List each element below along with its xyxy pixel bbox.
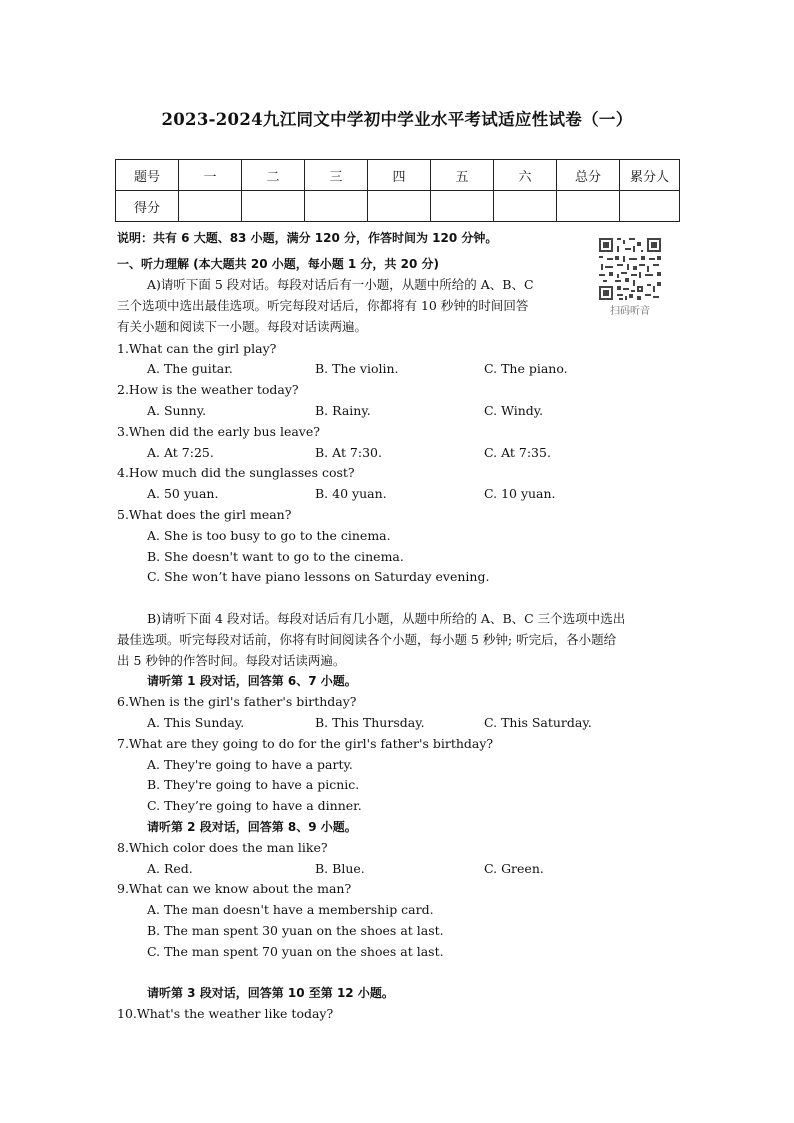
score-input-cell[interactable]	[242, 191, 305, 222]
partA-intro-line: 有关小题和阅读下一小题。每段对话读两遍。	[117, 319, 368, 334]
q7-option-c[interactable]: C. They’re going to have a dinner.	[147, 798, 362, 813]
score-cell: 三	[305, 160, 368, 191]
q8-option-c[interactable]: C. Green.	[484, 861, 544, 876]
q2-option-b[interactable]: B. Rainy.	[315, 403, 371, 418]
q4-option-c[interactable]: C. 10 yuan.	[484, 486, 556, 501]
q2-option-a[interactable]: A. Sunny.	[147, 403, 207, 418]
partA-intro-line: 三个选项中选出最佳选项。听完每段对话后，你都将有 10 秒钟的时间回答	[117, 298, 529, 313]
dialog-1-instruction: 请听第 1 段对话，回答第 6、7 小题。	[147, 674, 357, 688]
qr-caption: 扫码听音	[610, 306, 650, 317]
score-input-cell[interactable]	[305, 191, 368, 222]
score-cell: 六	[494, 160, 557, 191]
q1-option-c[interactable]: C. The piano.	[484, 361, 568, 376]
q6-option-a[interactable]: A. This Sunday.	[147, 715, 245, 730]
qr-code-icon[interactable]	[597, 236, 663, 302]
score-table	[115, 159, 680, 222]
question-9: 9.What can we know about the man?	[117, 881, 352, 896]
page-title: 2023-2024九江同文中学初中学业水平考试适应性试卷（一）	[161, 110, 633, 129]
question-7: 7.What are they going to do for the girl's father's birthday?	[117, 736, 494, 751]
score-cell: 题号	[116, 160, 179, 191]
dialog-2-instruction: 请听第 2 段对话，回答第 8、9 小题。	[147, 820, 357, 834]
q5-option-a[interactable]: A. She is too busy to go to the cinema.	[147, 528, 391, 543]
score-input-cell[interactable]	[557, 191, 620, 222]
question-3: 3.When did the early bus leave?	[117, 424, 320, 439]
score-input-cell[interactable]	[494, 191, 557, 222]
score-cell: 总分	[557, 160, 620, 191]
q6-option-b[interactable]: B. This Thursday.	[315, 715, 425, 730]
score-input-cell[interactable]	[368, 191, 431, 222]
partB-intro-line: 最佳选项。听完每段对话前，你将有时间阅读各个小题，每小题 5 秒钟; 听完后，各小题给	[117, 632, 617, 647]
question-5: 5.What does the girl mean?	[117, 507, 292, 522]
question-2: 2.How is the weather today?	[117, 382, 299, 397]
score-cell: 四	[368, 160, 431, 191]
section-heading: 一、听力理解 (本大题共 20 小题，每小题 1 分，共 20 分)	[117, 257, 439, 271]
q9-option-a[interactable]: A. The man doesn't have a membership card.	[147, 902, 434, 917]
q3-option-a[interactable]: A. At 7:25.	[147, 445, 214, 460]
score-cell: 五	[431, 160, 494, 191]
partB-intro-line: B)请听下面 4 段对话。每段对话后有几小题，从题中所给的 A、B、C 三个选项中选出	[147, 611, 626, 626]
score-table-header-row	[116, 160, 680, 191]
q5-option-c[interactable]: C. She won’t have piano lessons on Saturday evening.	[147, 569, 490, 584]
q7-option-b[interactable]: B. They're going to have a picnic.	[147, 777, 360, 792]
score-cell: 一	[179, 160, 242, 191]
q8-option-a[interactable]: A. Red.	[147, 861, 193, 876]
score-input-cell[interactable]	[179, 191, 242, 222]
question-4: 4.How much did the sunglasses cost?	[117, 465, 355, 480]
q3-option-b[interactable]: B. At 7:30.	[315, 445, 382, 460]
partA-intro-line: A)请听下面 5 段对话。每段对话后有一小题，从题中所给的 A、B、C	[147, 277, 534, 292]
question-6: 6.When is the girl's father's birthday?	[117, 694, 357, 709]
question-1: 1.What can the girl play?	[117, 341, 277, 356]
partB-intro-line: 出 5 秒钟的作答时间。每段对话读两遍。	[117, 653, 346, 668]
q9-option-c[interactable]: C. The man spent 70 yuan on the shoes at last.	[147, 944, 444, 959]
q2-option-c[interactable]: C. Windy.	[484, 403, 544, 418]
q1-option-b[interactable]: B. The violin.	[315, 361, 399, 376]
score-table-score-row	[116, 191, 680, 222]
q5-option-b[interactable]: B. She doesn't want to go to the cinema.	[147, 549, 404, 564]
q4-option-a[interactable]: A. 50 yuan.	[147, 486, 219, 501]
q4-option-b[interactable]: B. 40 yuan.	[315, 486, 387, 501]
q1-option-a[interactable]: A. The guitar.	[147, 361, 233, 376]
score-cell: 累分人	[620, 160, 680, 191]
q3-option-c[interactable]: C. At 7:35.	[484, 445, 551, 460]
q7-option-a[interactable]: A. They're going to have a party.	[147, 757, 353, 772]
score-row-label: 得分	[116, 191, 179, 222]
question-8: 8.Which color does the man like?	[117, 840, 328, 855]
score-input-cell[interactable]	[620, 191, 680, 222]
instructions: 说明：共有 6 大题、83 小题，满分 120 分，作答时间为 120 分钟。	[117, 231, 498, 245]
score-input-cell[interactable]	[431, 191, 494, 222]
q8-option-b[interactable]: B. Blue.	[315, 861, 365, 876]
q6-option-c[interactable]: C. This Saturday.	[484, 715, 592, 730]
q9-option-b[interactable]: B. The man spent 30 yuan on the shoes at last.	[147, 923, 444, 938]
score-cell: 二	[242, 160, 305, 191]
question-10: 10.What's the weather like today?	[117, 1006, 334, 1021]
dialog-3-instruction: 请听第 3 段对话，回答第 10 至第 12 小题。	[147, 986, 394, 1000]
